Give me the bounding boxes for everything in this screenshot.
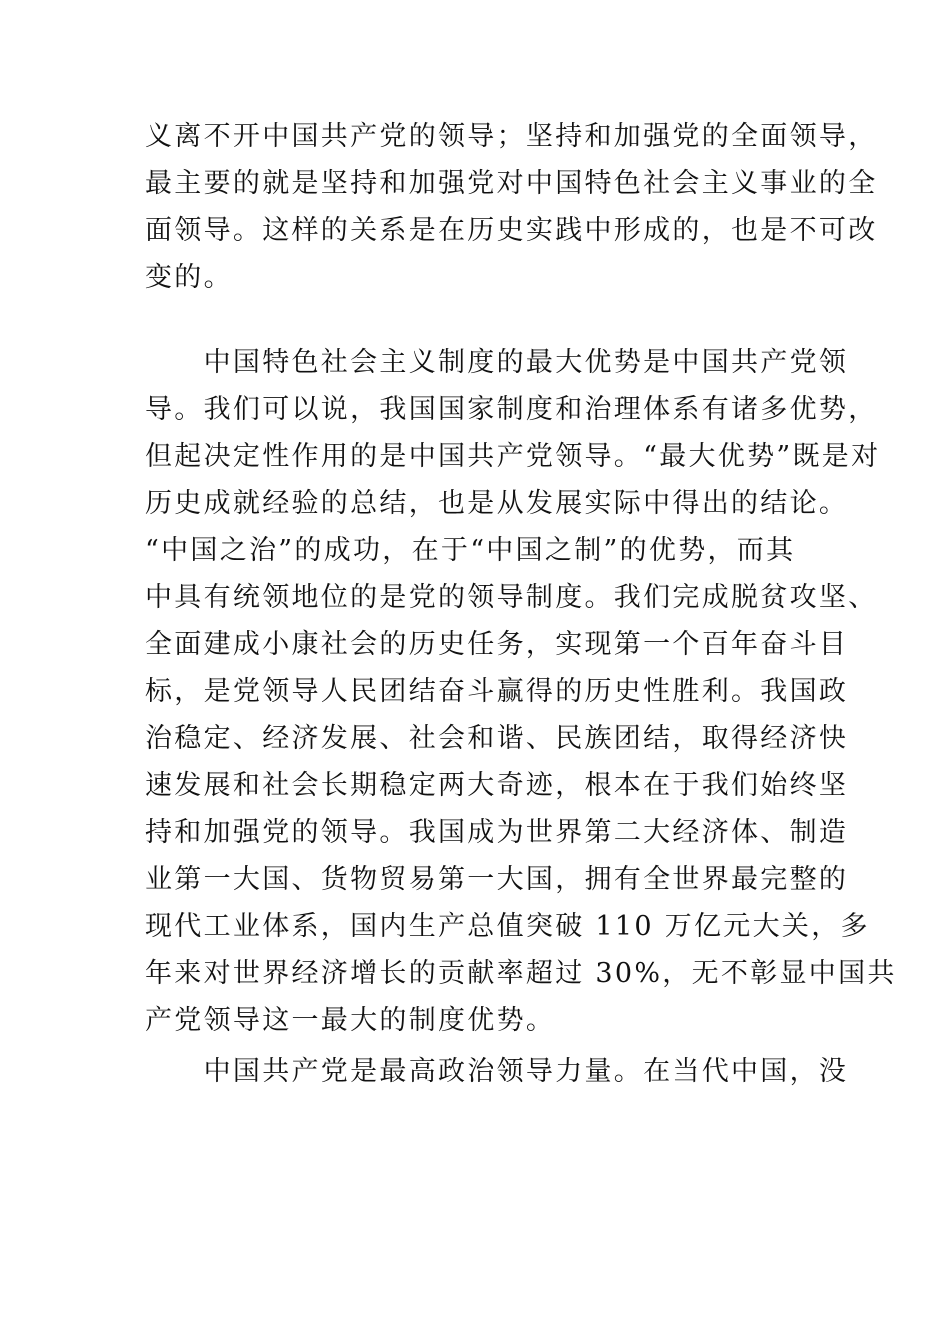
text-line: “中国之治”的成功，在于“中国之制”的优势，而其 [145, 535, 796, 566]
text-line: 年来对世界经济增长的贡献率超过 30%，无不彰显中国共 [145, 958, 897, 989]
paragraph-2 [145, 339, 897, 1044]
text-line: 中国共产党是最高政治领导力量。在当代中国，没 [145, 1056, 849, 1087]
text-line: 导。我们可以说，我国国家制度和治理体系有诸多优势， [145, 394, 878, 425]
text-line: 标，是党领导人民团结奋斗赢得的历史性胜利。我国政 [145, 676, 849, 707]
text-line: 速发展和社会长期稳定两大奇迹，根本在于我们始终坚 [145, 770, 849, 801]
text-line: 产党领导这一最大的制度优势。 [145, 1005, 556, 1036]
text-line: 最主要的就是坚持和加强党对中国特色社会主义事业的全 [145, 168, 878, 199]
text-line: 义离不开中国共产党的领导；坚持和加强党的全面领导， [145, 121, 878, 152]
paragraph-3 [145, 1048, 848, 1095]
text-line: 治稳定、经济发展、社会和谐、民族团结，取得经济快 [145, 723, 849, 754]
text-line: 面领导。这样的关系是在历史实践中形成的，也是不可改 [145, 215, 878, 246]
text-line: 全面建成小康社会的历史任务，实现第一个百年奋斗目 [145, 629, 849, 660]
text-line: 但起决定性作用的是中国共产党领导。“最大优势”既是对 [145, 441, 881, 472]
text-line: 历史成就经验的总结，也是从发展实际中得出的结论。 [145, 488, 849, 519]
text-line: 变的。 [145, 262, 233, 293]
text-line: 业第一大国、货物贸易第一大国，拥有全世界最完整的 [145, 864, 849, 895]
text-line: 持和加强党的领导。我国成为世界第二大经济体、制造 [145, 817, 849, 848]
text-line: 现代工业体系，国内生产总值突破 110 万亿元大关，多 [145, 911, 870, 942]
text-line: 中国特色社会主义制度的最大优势是中国共产党领 [145, 347, 849, 378]
paragraph-1 [145, 113, 878, 301]
text-line: 中具有统领地位的是党的领导制度。我们完成脱贫攻坚、 [145, 582, 878, 613]
